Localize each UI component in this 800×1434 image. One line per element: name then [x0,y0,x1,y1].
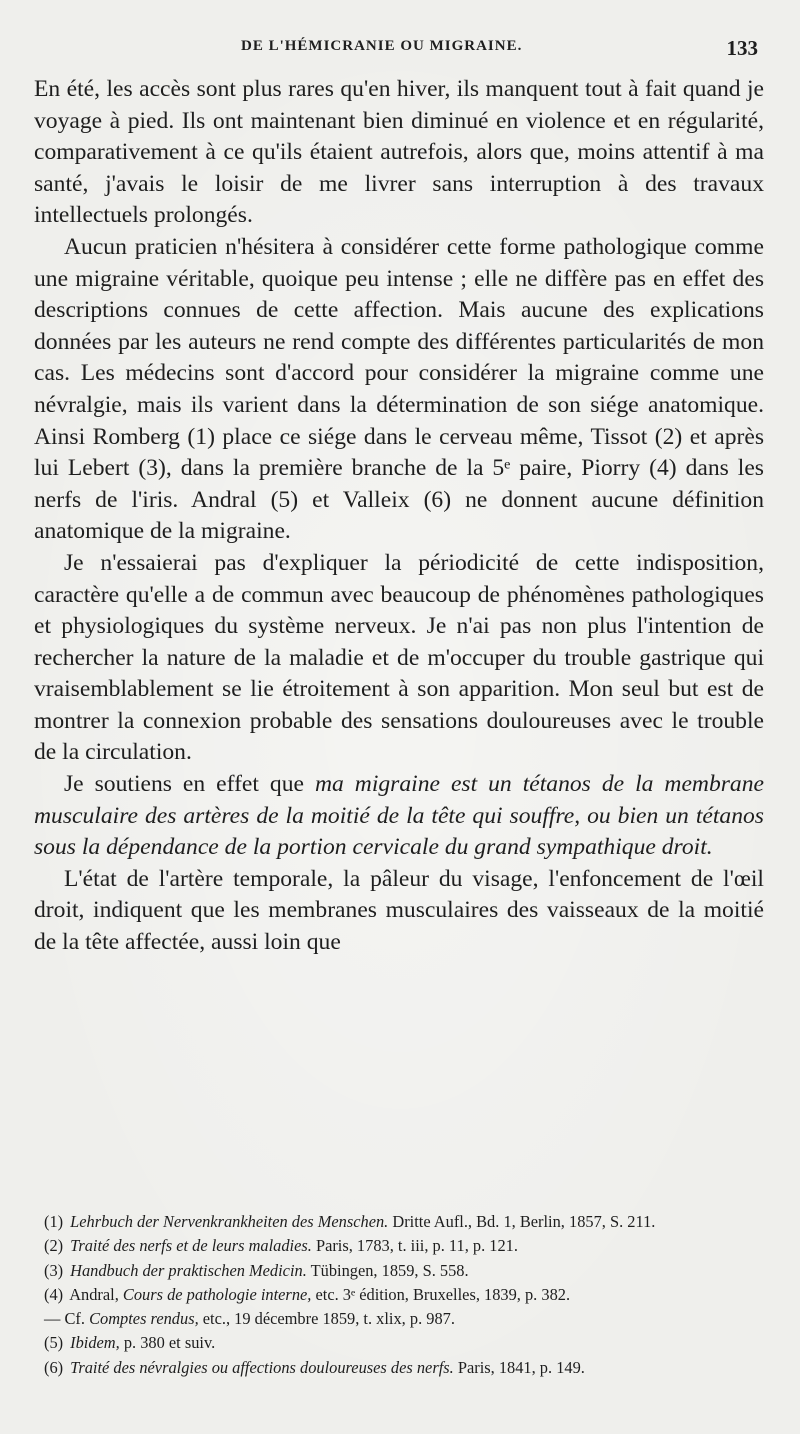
footnote-2 [44,1234,768,1258]
footnote-text: Tübingen, 1859, S. 558. [306,1260,469,1280]
footnote-title: Handbuch der praktischen Medicin. [70,1260,307,1280]
paragraph-4-italic: ma migraine est un tétanos de la membrane musculaire des artères de la moitié de la tête qui souffre, ou bien un tétanos sous la dépendance de la portion cervicale du grand sympathique droit. [34,771,764,861]
paragraph-2: Aucun praticien n'hésitera à considérer cette forme pathologique comme une migraine véritable, quoique peu intense ; elle ne diffère pas en effet des descriptions connues de cette affection. Mais aucune des explications données par les auteurs ne rend compte des différentes particularités de mon cas. Les médecins sont d'accord pour considérer la migraine comme une névralgie, mais ils varient dans la détermination de son siége anatomique. Ainsi Romberg (1) place ce siége dans le cerveau même, Tissot (2) et après lui Lebert (3), dans la première branche de la 5ᵉ paire, Piorry (4) dans les nerfs de l'iris. Andral (5) et Valleix (6) ne donnent aucune définition anatomique de la migraine. [34,233,764,545]
paragraph-5: L'état de l'artère temporale, la pâleur du visage, l'enfoncement de l'œil droit, indiquent que les membranes musculaires des vaisseaux de la moitié de la tête affectée, aussi loin que [34,865,764,956]
running-head: DE L'HÉMICRANIE OU MIGRAINE. [241,38,523,54]
footnote-title: Cours de pathologie interne, [122,1284,312,1304]
paragraph-1: En été, les accès sont plus rares qu'en hiver, ils manquent tout à fait quand je voyage à pied. Ils ont maintenant bien diminué en violence et en régularité, comparativement à ce qu'ils étaient autrefois, alors que, moins attentif à ma santé, j'avais le loisir de me livrer sans interruption à des travaux intellectuels prolongés. [34,76,764,229]
footnote-mark: (6) [44,1357,64,1377]
footnotes [44,1210,768,1380]
footnote-mark: (3) [44,1260,64,1280]
footnote-text: etc., 19 décembre 1859, t. xlix, p. 987. [198,1309,455,1329]
footnote-text: Paris, 1783, t. iii, p. 11, p. 121. [311,1236,518,1256]
footnote-6 [44,1356,768,1380]
footnote-4-cf [44,1307,768,1331]
paragraph-3: Je n'essaierai pas d'expliquer la périodicité de cette indisposition, caractère qu'elle a de commun avec beaucoup de phénomènes pathologiques et physiologiques du système nerveux. Je n'ai pas non plus l'intention de rechercher la nature de la maladie et de m'occuper du trouble gastrique qui vraisemblablement se lie étroitement à son apparition. Mon seul but est de montrer la connexion probable des sensations douloureuses avec le trouble de la circulation. [34,549,764,766]
footnote-5 [44,1331,768,1355]
page-number: 133 [726,36,758,60]
footnote-1 [44,1210,768,1234]
footnote-title: Lehrbuch der Nervenkrankheiten des Menschen. [70,1212,389,1231]
page-header [36,36,764,62]
footnote-mark: (1) [44,1212,64,1231]
footnote-mark: (5) [44,1333,64,1353]
footnote-mark: (2) [44,1236,64,1256]
footnote-title: Traité des nerfs et de leurs maladies. [70,1236,312,1256]
footnote-text: p. 380 et suiv. [119,1333,216,1353]
footnote-author: Andral, [66,1284,123,1304]
footnote-title: Traité des névralgies ou affections douloureuses des nerfs. [70,1357,454,1377]
footnote-text: Paris, 1841, p. 149. [453,1357,585,1377]
footnote-text: Dritte Aufl., Bd. 1, Berlin, 1857, S. 211. [388,1212,656,1231]
footnote-mark: (4) [44,1284,64,1304]
footnote-3 [44,1259,768,1283]
body-text [34,74,764,959]
paragraph-4 [34,769,764,864]
paragraph-4-lead: Je soutiens en effet que [64,771,315,798]
footnote-title: Comptes rendus, [89,1309,199,1329]
footnote-title: Ibidem, [70,1333,120,1353]
footnote-text: etc. 3ᵉ édition, Bruxelles, 1839, p. 382. [311,1284,571,1304]
footnote-4 [44,1283,768,1307]
footnote-mark: — Cf. [44,1309,85,1329]
